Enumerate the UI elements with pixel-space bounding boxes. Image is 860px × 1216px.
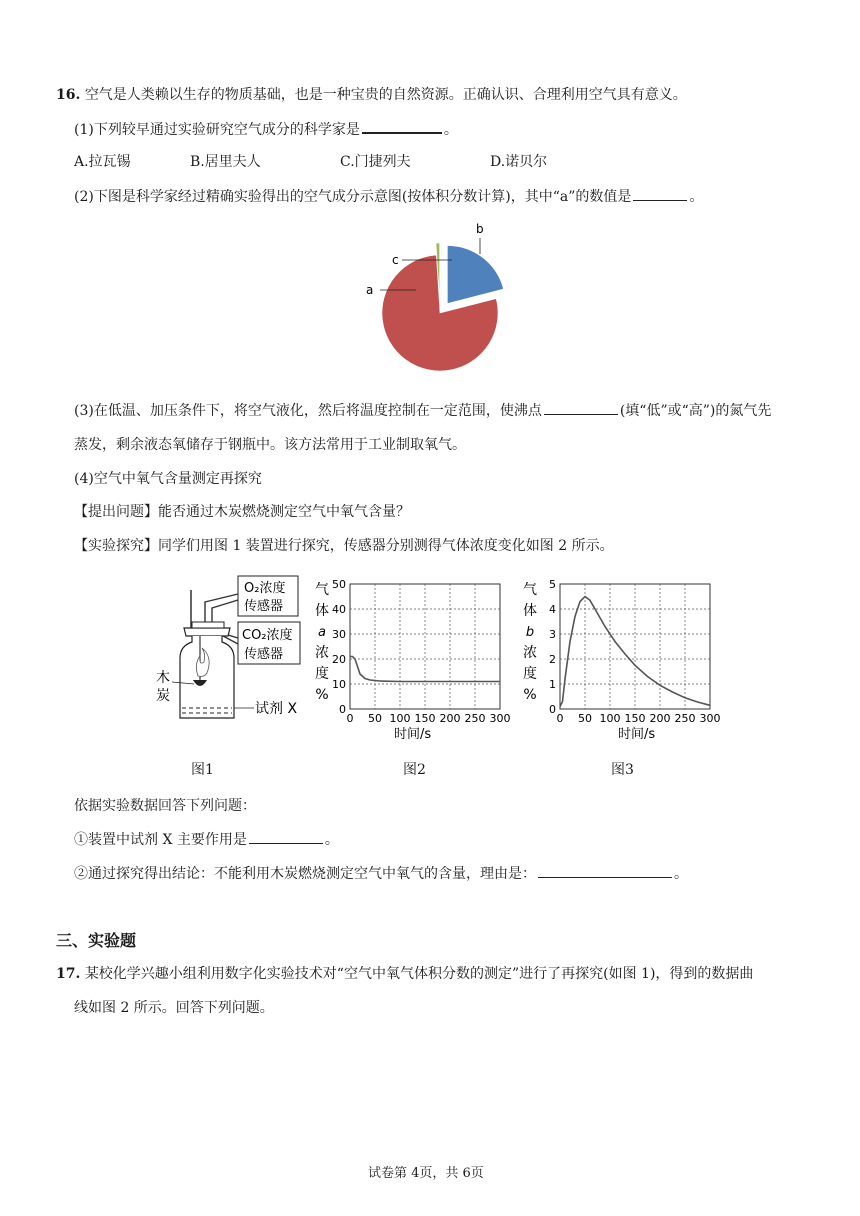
q16-problem: 【提出问题】能否通过木炭燃烧测定空气中氧气含量？ (74, 504, 410, 520)
part3-text-a: (3)在低温、加压条件下，将空气液化，然后将温度控制在一定范围，使沸点 (74, 403, 542, 419)
x-tick-label: 0 (346, 712, 354, 725)
x-tick-label: 100 (389, 712, 411, 725)
y-label-char: 浓 (523, 645, 537, 661)
answer-intro: 依据实验数据回答下列问题： (74, 798, 256, 814)
air-composition-pie-chart (360, 218, 520, 388)
option-d: D.诺贝尔 (490, 154, 548, 170)
y-label-char: % (523, 687, 537, 703)
answer-blank-2[interactable] (633, 186, 687, 201)
fig3-ticks (549, 578, 720, 725)
x-tick-label: 300 (489, 712, 511, 725)
q16-part3-line1 (74, 400, 771, 420)
x-tick-label: 300 (699, 712, 720, 725)
x-tick-label: 150 (414, 712, 436, 725)
q17-text-1: 某校化学兴趣小组利用数字化实验技术对“空气中氧气体积分数的测定”进行了再探究(如图 1)，得到的数据曲 (84, 966, 754, 982)
charcoal-label-2: 炭 (156, 688, 170, 704)
x-tick-label: 50 (578, 712, 592, 725)
y-label-char: 气 (523, 582, 537, 598)
fig1-apparatus (150, 572, 315, 722)
answer-blank-4[interactable] (249, 829, 323, 844)
fig3-caption: 图3 (611, 762, 634, 778)
x-tick-label: 200 (439, 712, 461, 725)
q16-part3-line2: 蒸发，剩余液态氧储存于钢瓶中。该方法常用于工业制取氧气。 (74, 437, 466, 453)
y-tick-label: 1 (549, 678, 556, 691)
part2-end: 。 (689, 189, 704, 205)
sub2-end: 。 (674, 866, 688, 882)
option-a: A.拉瓦锡 (74, 154, 131, 170)
fig3-grid (560, 584, 710, 709)
sub2-text: ②通过探究得出结论：不能利用木炭燃烧测定空气中氧气的含量，理由是： (74, 866, 536, 882)
q16-part2 (74, 186, 703, 206)
sub-question-2 (74, 863, 688, 883)
option-c: C.门捷列夫 (340, 154, 411, 170)
section-title: 三、实验题 (56, 931, 137, 950)
q17-line2: 线如图 2 所示。回答下列问题。 (74, 1000, 274, 1016)
part1-end: 。 (443, 122, 458, 138)
question-number: 16. (56, 87, 81, 103)
y-tick-label: 3 (549, 628, 556, 641)
q16-part1 (74, 118, 458, 139)
fig2-oxygen-chart (312, 576, 512, 746)
y-label-char: a (318, 625, 326, 640)
part1-text: (1)下列较早通过实验研究空气成分的科学家是 (74, 122, 360, 138)
y-tick-label: 0 (549, 703, 556, 716)
option-b: B.居里夫人 (190, 154, 261, 170)
y-label-char: 度 (315, 666, 329, 682)
y-tick-label: 20 (332, 653, 346, 666)
y-tick-label: 40 (332, 603, 346, 616)
x-tick-label: 100 (599, 712, 621, 725)
o2-sensor-line1: O₂浓度 (244, 581, 286, 596)
answer-blank-5[interactable] (538, 863, 672, 878)
y-tick-label: 5 (549, 578, 556, 591)
x-tick-label: 250 (464, 712, 486, 725)
x-tick-label: 150 (624, 712, 646, 725)
y-label-char: 气 (315, 582, 329, 598)
fig3-xlabel: 时间/s (618, 727, 656, 742)
x-tick-label: 250 (674, 712, 696, 725)
y-label-char: % (315, 687, 329, 703)
fig2-caption: 图2 (403, 762, 426, 778)
fig3-co2-chart (520, 576, 720, 746)
y-tick-label: 10 (332, 678, 346, 691)
y-tick-label: 30 (332, 628, 346, 641)
y-label-char: 体 (523, 603, 537, 619)
y-tick-label: 0 (339, 703, 346, 716)
page-footer: 试卷第 4页，共 6页 (368, 1166, 484, 1181)
sub1-text: ①装置中试剂 X 主要作用是 (74, 832, 247, 848)
co2-sensor-line1: CO₂浓度 (242, 628, 293, 643)
o2-sensor-line2: 传感器 (244, 599, 284, 614)
y-label-char: 体 (315, 603, 329, 619)
sub-question-1 (74, 829, 339, 849)
plot-frame (560, 584, 710, 709)
pie-label-a: a (366, 283, 374, 297)
y-tick-label: 50 (332, 578, 346, 591)
x-tick-label: 50 (368, 712, 382, 725)
answer-blank-3[interactable] (544, 400, 618, 415)
fig2-ticks (332, 578, 511, 725)
fig2-xlabel: 时间/s (394, 727, 432, 742)
x-tick-label: 0 (556, 712, 564, 725)
y-label-char: 浓 (315, 645, 329, 661)
q17-line1 (56, 963, 753, 983)
question-stem: 空气是人类赖以生存的物质基础，也是一种宝贵的自然资源。正确认识、合理利用空气具有意义。 (84, 87, 687, 103)
pie-slices (382, 243, 504, 371)
y-tick-label: 2 (549, 653, 556, 666)
fig2-grid (350, 584, 500, 709)
reagent-x-label: 试剂 X (255, 701, 298, 717)
co2-sensor-line2: 传感器 (244, 647, 284, 662)
fig3-ylabel (523, 582, 537, 703)
part2-text: (2)下图是科学家经过精确实验得出的空气成分示意图(按体积分数计算)，其中“a”的数值是 (74, 189, 632, 205)
question-number: 17. (56, 966, 81, 982)
pie-label-c: c (392, 253, 399, 267)
y-label-char: 度 (523, 666, 537, 682)
fig2-ylabel (315, 582, 329, 703)
q16-part4: (4)空气中氧气含量测定再探究 (74, 471, 262, 487)
q16-stem-line (56, 84, 687, 104)
sub1-end: 。 (324, 832, 339, 848)
fig1-caption: 图1 (191, 762, 214, 778)
answer-blank-1[interactable] (362, 118, 442, 134)
y-tick-label: 4 (549, 603, 556, 616)
q16-explore: 【实验探究】同学们用图 1 装置进行探究，传感器分别测得气体浓度变化如图 2 所示。 (74, 538, 614, 554)
pie-slice-b (447, 246, 503, 304)
y-label-char: b (525, 625, 535, 640)
plot-frame (350, 584, 500, 709)
pie-label-b: b (476, 222, 484, 236)
part3-text-b: (填“低”或“高”)的氮气先 (619, 403, 772, 419)
charcoal-label-1: 木 (156, 670, 170, 686)
x-tick-label: 200 (649, 712, 671, 725)
